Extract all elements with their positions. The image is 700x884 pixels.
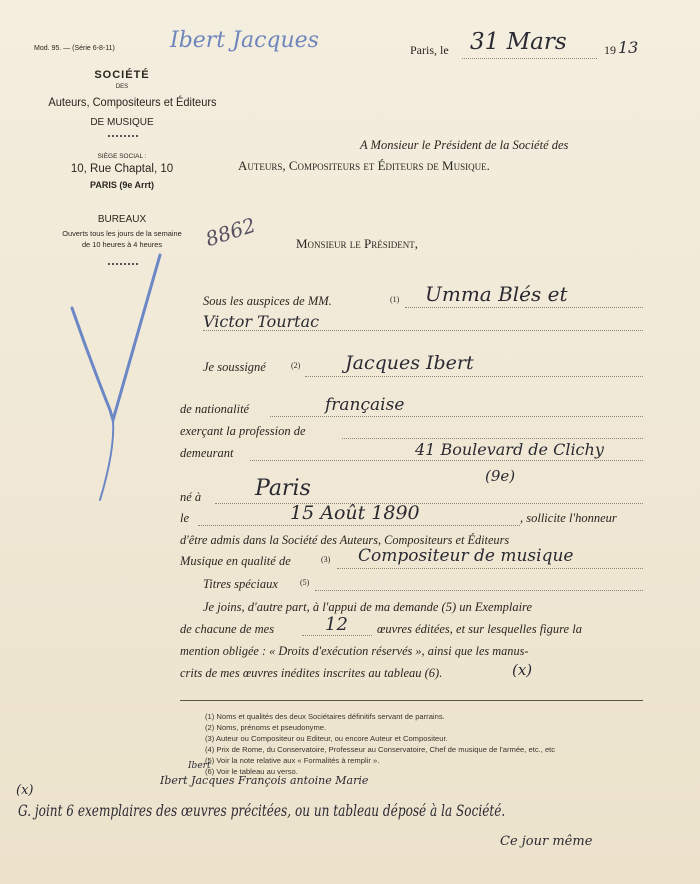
addressee-line-1: A Monsieur le Président de la Société des xyxy=(360,138,569,152)
annotation-names-top: Ibert xyxy=(188,761,211,771)
addressee-line-2: Auteurs, Compositeurs et Éditeurs de Musique. xyxy=(238,158,490,173)
profession-label: exerçant la profession de xyxy=(180,424,306,438)
annotation-bottom-line-1: G. joint 6 exemplaires des œuvres précitées, ou un tableau déposé à la Société. xyxy=(18,802,506,820)
note-2: (2) Noms, prénoms et pseudonyme. xyxy=(205,723,327,732)
date-dotted-line xyxy=(462,58,597,59)
society-de-musique: DE MUSIQUE xyxy=(90,117,154,128)
residence-value-2: (9e) xyxy=(485,467,516,485)
handwritten-name: Ibert Jacques xyxy=(170,28,319,53)
auspices-line-1 xyxy=(405,307,643,308)
notes-divider xyxy=(180,700,643,701)
note-6: (6) Voir le tableau au verso. xyxy=(205,767,298,776)
year-prefix: 19 xyxy=(604,43,616,57)
nationality-value: française xyxy=(325,395,405,415)
society-name: Auteurs, Compositeurs et Éditeurs xyxy=(48,95,217,109)
annotation-mark: (x) xyxy=(16,783,34,798)
annotation-names: Ibert Jacques François antoine Marie xyxy=(160,774,369,787)
city-date-label: Paris, le xyxy=(410,43,449,57)
titles-ref: (5) xyxy=(300,578,310,587)
file-number: 8862 xyxy=(202,212,259,252)
signed-line xyxy=(305,376,643,377)
paragraph-line-2a: de chacune de mes xyxy=(180,622,275,636)
auspices-ref: (1) xyxy=(390,295,400,304)
paragraph-line-2b: œuvres éditées, et sur lesquelles figure la xyxy=(377,622,582,636)
handwritten-year: 13 xyxy=(618,38,639,57)
auspices-line-2 xyxy=(203,330,643,331)
solicit-text: , sollicite l'honneur xyxy=(520,511,617,525)
nationality-line xyxy=(270,416,643,417)
quality-line xyxy=(337,568,643,569)
handwritten-date: 31 Mars xyxy=(470,29,567,55)
paragraph-line-3: mention obligée : « Droits d'exécution réservés », ainsi que les manus- xyxy=(180,644,529,658)
paragraph-line-1: Je joins, d'autre part, à l'appui de ma demande (5) un Exemplaire xyxy=(203,600,533,614)
titles-label: Titres spéciaux xyxy=(203,577,278,591)
paragraph-mark: (x) xyxy=(512,661,533,679)
bureaux-title: BUREAUX xyxy=(97,214,147,225)
note-3: (3) Auteur ou Compositeur ou Editeur, ou encore Auteur et Compositeur. xyxy=(205,734,448,743)
bureaux-hours-1: Ouverts tous les jours de la semaine xyxy=(62,229,182,238)
nationality-label: de nationalité xyxy=(180,402,250,416)
profession-line xyxy=(342,438,643,439)
born-place-line xyxy=(215,503,643,504)
model-reference: Mod. 95. — (Série 6-8-11) xyxy=(34,45,115,52)
auspices-label: Sous les auspices de MM. xyxy=(203,294,332,308)
society-address: 10, Rue Chaptal, 10 xyxy=(70,163,174,175)
titles-line xyxy=(315,590,643,591)
society-title: SOCIÉTÉ xyxy=(94,69,150,81)
society-city: PARIS (9e Arrt) xyxy=(89,180,154,190)
born-date: 15 Août 1890 xyxy=(290,502,420,524)
annotation-bottom-line-2: Ce jour même xyxy=(500,834,593,849)
quality-value: Compositeur de musique xyxy=(358,546,574,566)
signed-ref: (2) xyxy=(291,361,301,370)
salutation: Monsieur le Président, xyxy=(296,236,419,251)
society-des: DES xyxy=(115,84,129,90)
ornament-divider xyxy=(108,132,138,137)
residence-line xyxy=(250,460,643,461)
quality-ref: (3) xyxy=(321,555,331,564)
auspices-value-1: Umma Blés et xyxy=(425,282,568,306)
born-label: né à xyxy=(180,490,202,504)
auspices-value-2: Victor Tourtac xyxy=(203,312,320,331)
residence-value: 41 Boulevard de Clichy xyxy=(415,440,604,459)
note-1: (1) Noms et qualités des deux Sociétaires définitifs servant de parrains. xyxy=(205,712,445,721)
bureaux-hours-2: de 10 heures à 4 heures xyxy=(81,240,163,249)
works-count: 12 xyxy=(325,614,348,635)
paragraph-line-4: crits de mes œuvres inédites inscrites au tableau (6). xyxy=(180,666,443,680)
blue-check-mark xyxy=(60,250,180,510)
signed-value: Jacques Ibert xyxy=(345,352,474,374)
note-4: (4) Prix de Rome, du Conservatoire, Professeur au Conservatoire, Chef de musique de l'armée, etc., etc xyxy=(205,745,556,754)
signed-label: Je soussigné xyxy=(203,360,266,374)
residence-label: demeurant xyxy=(180,446,234,460)
note-5: (5) Voir la note relative aux « Formalités à remplir ». xyxy=(205,756,380,765)
born-place: Paris xyxy=(255,476,311,501)
seat-label: SIÈGE SOCIAL : xyxy=(97,153,147,160)
quality-label: Musique en qualité de xyxy=(180,554,291,568)
born-le-label: le xyxy=(180,511,190,525)
admit-line: d'être admis dans la Société des Auteurs, Compositeurs et Éditeurs xyxy=(180,533,510,547)
works-count-line xyxy=(302,635,372,636)
born-date-line xyxy=(198,525,520,526)
